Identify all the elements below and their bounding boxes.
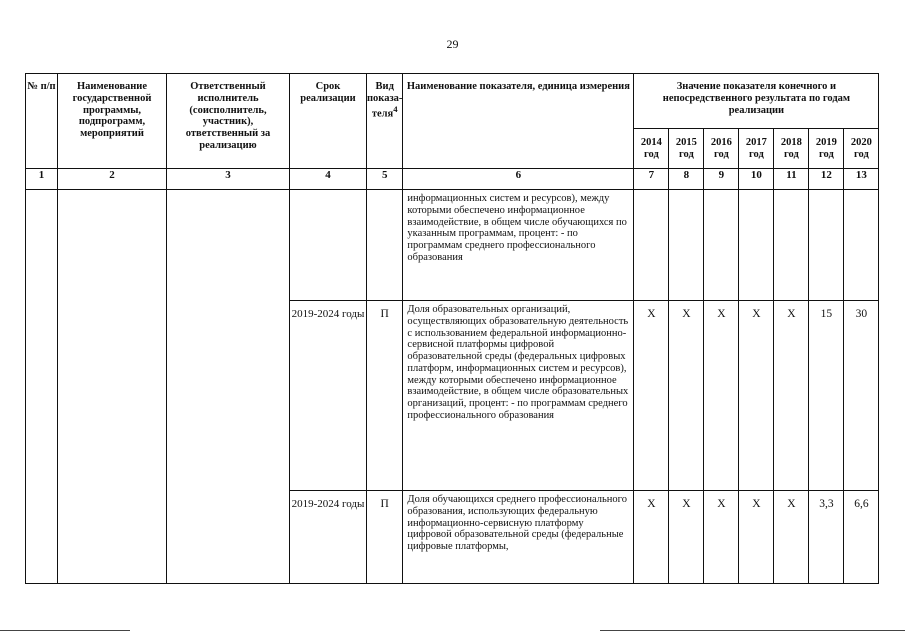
cell-value: 6,6 (844, 491, 879, 584)
table-row (26, 190, 879, 301)
cell-value (704, 190, 739, 301)
column-number: 4 (290, 169, 367, 190)
cell-indicator: информационных систем и ресурсов), между которыми обеспечено информационное взаимодействие, в общем числе обучающихся по указанным программам, процент: - по программам среднего профессионального образования (403, 190, 634, 301)
header-values: Значение показателя конечного и непосредственного результата по годам реализации (634, 74, 879, 129)
cell-value: Х (669, 301, 704, 491)
column-number: 5 (367, 169, 403, 190)
column-number: 2 (58, 169, 167, 190)
header-year: 2019 год (809, 129, 844, 169)
header-kind-text: Вид показа-теля (367, 81, 403, 119)
column-number: 1 (26, 169, 58, 190)
page-number: 29 (446, 37, 459, 51)
cell-value: Х (774, 301, 809, 491)
cell-term: 2019-2024 годы (290, 491, 367, 584)
header-program: Наименование государственной программы, подпрограмм, мероприятий (58, 74, 167, 169)
header-year: 2016 год (704, 129, 739, 169)
cell-value (774, 190, 809, 301)
cell-value: 15 (809, 301, 844, 491)
scan-edge-line (600, 630, 905, 631)
header-year: 2020 год (844, 129, 879, 169)
cell-term: 2019-2024 годы (290, 301, 367, 491)
cell-value (669, 190, 704, 301)
cell-value: Х (669, 491, 704, 584)
header-indicator: Наименование показателя, единица измерения (403, 74, 634, 169)
column-number: 8 (669, 169, 704, 190)
column-number: 6 (403, 169, 634, 190)
header-kind (367, 74, 403, 169)
indicators-table (25, 73, 879, 584)
cell-indicator: Доля образовательных организаций, осуществляющих образовательную деятельность с использованием федеральной информационно-сервисной платформы цифровой образовательной среды (федеральных цифровых платформ, информационных систем и ресурсов), между которыми обеспечено информационное взаимодействие, в общем числе образовательных организаций, процент: - по программам среднего профессионального образования (403, 301, 634, 491)
column-number: 7 (634, 169, 669, 190)
header-term: Срок реализации (290, 74, 367, 169)
header-kind-footnote: 4 (393, 103, 398, 114)
column-number: 11 (774, 169, 809, 190)
header-year: 2017 год (739, 129, 774, 169)
cell-value: Х (739, 491, 774, 584)
column-number: 12 (809, 169, 844, 190)
cell-executor (167, 190, 290, 584)
cell-value: Х (704, 491, 739, 584)
cell-value (739, 190, 774, 301)
scan-edge-line (0, 630, 130, 631)
cell-value (634, 190, 669, 301)
column-number: 10 (739, 169, 774, 190)
cell-kind: П (367, 301, 403, 491)
cell-value: Х (634, 301, 669, 491)
header-year: 2018 год (774, 129, 809, 169)
cell-value (809, 190, 844, 301)
column-number: 13 (844, 169, 879, 190)
cell-value: 30 (844, 301, 879, 491)
header-num: № п/п (26, 74, 58, 169)
cell-value (844, 190, 879, 301)
header-year: 2014 год (634, 129, 669, 169)
cell-value: 3,3 (809, 491, 844, 584)
column-number: 3 (167, 169, 290, 190)
cell-value: Х (704, 301, 739, 491)
cell-term (290, 190, 367, 301)
cell-value: Х (774, 491, 809, 584)
header-year: 2015 год (669, 129, 704, 169)
cell-kind (367, 190, 403, 301)
column-number: 9 (704, 169, 739, 190)
header-executor: Ответственный исполнитель (соисполнитель, участник), ответственный за реализацию (167, 74, 290, 169)
cell-value: Х (739, 301, 774, 491)
cell-num (26, 190, 58, 584)
cell-indicator: Доля обучающихся среднего профессионального образования, использующих федеральную информационно-сервисную платформу цифровой образовательной среды (федеральные цифровые платформы, (403, 491, 634, 584)
cell-kind: П (367, 491, 403, 584)
column-number-row (26, 169, 879, 190)
cell-value: Х (634, 491, 669, 584)
cell-program (58, 190, 167, 584)
